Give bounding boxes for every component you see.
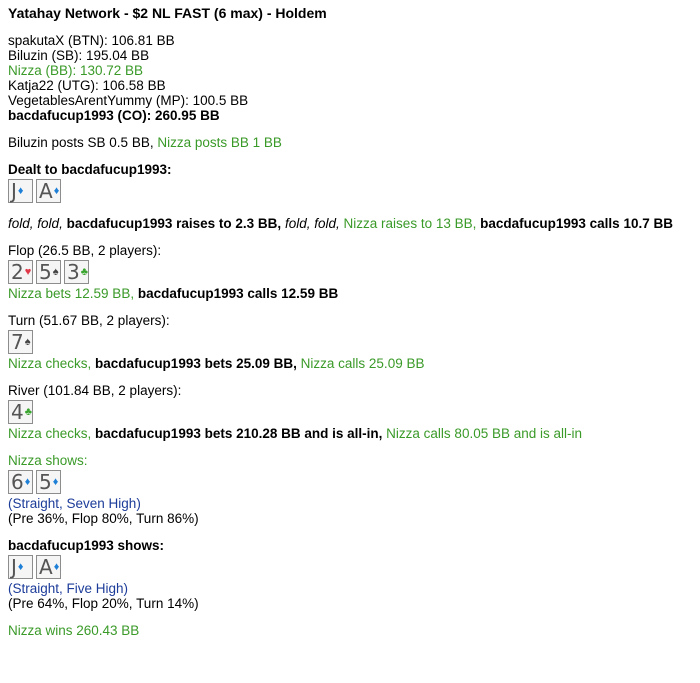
shown-cards [8, 555, 692, 580]
seat-line: spakutaX (BTN): 106.81 BB [8, 33, 175, 48]
seat-line: bacdafucup1993 (CO): 260.95 BB [8, 108, 220, 123]
diamond-suit-icon: ♦ [17, 185, 24, 197]
card [8, 400, 33, 424]
flop-actions [8, 286, 692, 301]
card [8, 330, 33, 354]
card-rank: 3 [67, 260, 80, 284]
spade-suit-icon: ♠ [52, 266, 59, 278]
action-check: Nizza checks, [8, 356, 92, 371]
club-suit-icon: ♣ [80, 266, 88, 278]
flop-section [8, 243, 692, 301]
card-rank: 7 [11, 330, 24, 354]
card [64, 260, 89, 284]
action-raise: Nizza raises to 13 BB, [343, 216, 477, 231]
action-fold: fold, [37, 216, 63, 231]
board-cards [8, 330, 692, 355]
action-call: Nizza calls 25.09 BB [300, 356, 425, 371]
dealt-label: Dealt to bacdafucup1993: [8, 162, 172, 177]
dealt-section [8, 162, 692, 204]
action-bet: Nizza bets 12.59 BB, [8, 286, 135, 301]
seat-line: Katja22 (UTG): 106.58 BB [8, 78, 166, 93]
action-raise: bacdafucup1993 raises to 2.3 BB, [66, 216, 282, 231]
card-rank: 2 [11, 260, 24, 284]
card [36, 260, 61, 284]
river-actions [8, 426, 692, 441]
preflop-actions [8, 216, 678, 231]
card [8, 260, 33, 284]
card-rank: 5 [39, 260, 52, 284]
diamond-suit-icon: ♦ [52, 476, 59, 488]
card [36, 470, 61, 494]
turn-section [8, 313, 692, 371]
action-fold: fold, [284, 216, 311, 231]
board-cards [8, 400, 692, 425]
showdown-villain [8, 453, 692, 526]
river-label: River (101.84 BB, 2 players): [8, 383, 182, 398]
diamond-suit-icon: ♦ [17, 561, 24, 573]
card [8, 179, 33, 203]
action-fold: fold, [8, 216, 34, 231]
card-rank: 4 [11, 400, 24, 424]
seat-list [8, 33, 692, 123]
hole-cards [8, 179, 692, 204]
turn-label: Turn (51.67 BB, 2 players): [8, 313, 170, 328]
hand-rank: (Straight, Five High) [8, 581, 129, 596]
diamond-suit-icon: ♦ [53, 185, 60, 197]
seat-line: Biluzin (SB): 195.04 BB [8, 48, 150, 63]
action-check: Nizza checks, [8, 426, 92, 441]
showdown-hero [8, 538, 692, 611]
river-section [8, 383, 692, 441]
card [36, 555, 61, 579]
showdown-label: bacdafucup1993 shows: [8, 538, 165, 553]
result-line: Nizza wins 260.43 BB [8, 623, 140, 638]
card-rank: J [11, 555, 17, 579]
club-suit-icon: ♣ [24, 406, 32, 418]
diamond-suit-icon: ♦ [53, 561, 60, 573]
action-fold: fold, [314, 216, 340, 231]
blind-bb: Nizza posts BB 1 BB [157, 135, 282, 150]
showdown-label: Nizza shows: [8, 453, 88, 468]
turn-actions [8, 356, 692, 371]
hand-rank: (Straight, Seven High) [8, 496, 141, 511]
equity-line: (Pre 36%, Flop 80%, Turn 86%) [8, 511, 199, 526]
seat-line: VegetablesArentYummy (MP): 100.5 BB [8, 93, 249, 108]
card-rank: J [11, 179, 17, 203]
seat-line: Nizza (BB): 130.72 BB [8, 63, 144, 78]
card [8, 555, 33, 579]
blind-sb: Biluzin posts SB 0.5 BB, [8, 135, 154, 150]
action-call: bacdafucup1993 calls 10.7 BB [480, 216, 673, 231]
equity-line: (Pre 64%, Flop 20%, Turn 14%) [8, 596, 199, 611]
action-call: bacdafucup1993 calls 12.59 BB [137, 286, 339, 301]
diamond-suit-icon: ♦ [24, 476, 31, 488]
board-cards [8, 260, 692, 285]
page-title: Yatahay Network - $2 NL FAST (6 max) - Holdem [8, 5, 327, 21]
action-bet: bacdafucup1993 bets 210.28 BB and is all-in, [95, 426, 383, 441]
action-call: Nizza calls 80.05 BB and is all-in [386, 426, 583, 441]
spade-suit-icon: ♠ [24, 336, 31, 348]
card-rank: A [39, 555, 53, 579]
card [8, 470, 33, 494]
card-rank: A [39, 179, 53, 203]
flop-label: Flop (26.5 BB, 2 players): [8, 243, 162, 258]
blinds-line [8, 135, 692, 150]
card-rank: 6 [11, 470, 24, 494]
heart-suit-icon: ♥ [24, 266, 32, 278]
card-rank: 5 [39, 470, 52, 494]
card [36, 179, 61, 203]
action-bet: bacdafucup1993 bets 25.09 BB, [95, 356, 297, 371]
shown-cards [8, 470, 692, 495]
